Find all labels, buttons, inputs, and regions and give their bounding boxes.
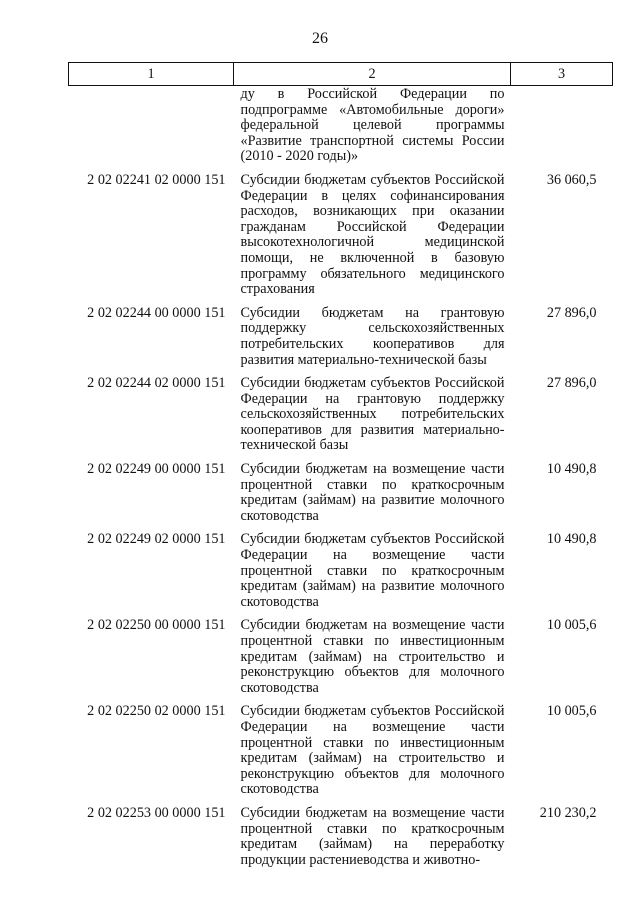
row-amount: 10 490,8: [546, 461, 597, 478]
table-row: [69, 532, 613, 618]
column-header-code: 1: [69, 63, 234, 86]
row-amount: 10 005,6: [546, 617, 597, 634]
row-code: 2 02 02244 00 0000 151: [87, 304, 226, 321]
row-description: Субсидии бюджетам субъектов Российской Федерации на возмещение части процентной ставки по краткосрочным кредитам (займам) на развитие молочного скотоводства: [240, 531, 505, 610]
row-amount: 210 230,2: [539, 804, 597, 821]
row-code: 2 02 02249 00 0000 151: [87, 461, 226, 478]
table-row: [69, 704, 613, 806]
row-description: Субсидии бюджетам на возмещение части процентной ставки по инвестиционным кредитам (займам) на строительство и реконструкцию объектов для молочного скотоводства: [240, 617, 505, 696]
row-description: ду в Российской Федерации по подпрограмме «Автомобильные дороги» федеральной целевой программы «Развитие транспортной системы России (2010 - 2020 годы)»: [240, 86, 505, 165]
row-amount: 36 060,5: [546, 171, 597, 188]
row-description: Субсидии бюджетам на грантовую поддержку сельскохозяйственных потребительских кооперативов для развития материально-технической базы: [240, 304, 505, 368]
row-amount: [511, 86, 613, 173]
row-code: 2 02 02253 00 0000 151: [87, 804, 226, 821]
table-body: [69, 86, 613, 877]
row-code: 2 02 02250 02 0000 151: [87, 703, 226, 720]
row-amount: 10 490,8: [546, 531, 597, 548]
table-row: [69, 173, 613, 306]
table-row: [69, 376, 613, 462]
budget-table: [68, 62, 613, 876]
row-code: 2 02 02244 02 0000 151: [87, 375, 226, 392]
row-amount: 27 896,0: [546, 304, 597, 321]
column-header-description: 2: [234, 63, 511, 86]
table-row: [69, 306, 613, 376]
column-header-amount: 3: [511, 63, 613, 86]
row-description: Субсидии бюджетам субъектов Российской Федерации на возмещение части процентной ставки по инвестиционным кредитам (займам) на строительство и реконструкцию объектов для молочного скотоводства: [240, 703, 505, 798]
row-amount: 27 896,0: [546, 375, 597, 392]
page-number: 26: [312, 30, 328, 47]
row-description: Субсидии бюджетам субъектов Российской Федерации в целях софинансирования расходов, возникающих при оказании гражданам Российской Федерации высокотехнологичной медицинской помощи, не включенной в базовую программу обязательного медицинского страхования: [240, 171, 505, 298]
table-row: [69, 618, 613, 704]
table-row: [69, 462, 613, 532]
row-code: [69, 86, 234, 173]
header-row: [69, 63, 613, 86]
table-row: [69, 806, 613, 876]
row-code: 2 02 02241 02 0000 151: [87, 171, 226, 188]
table-header: [69, 63, 613, 86]
table-row: [69, 86, 613, 173]
row-description: Субсидии бюджетам на возмещение части процентной ставки по краткосрочным кредитам (займам) на переработку продукции растениеводства и животно-: [240, 804, 505, 868]
row-amount: 10 005,6: [546, 703, 597, 720]
row-code: 2 02 02250 00 0000 151: [87, 617, 226, 634]
row-description: Субсидии бюджетам субъектов Российской Федерации на грантовую поддержку сельскохозяйственных потребительских кооперативов для развития материально-технической базы: [240, 375, 505, 454]
row-description: Субсидии бюджетам на возмещение части процентной ставки по краткосрочным кредитам (займам) на развитие молочного скотоводства: [240, 461, 505, 524]
row-code: 2 02 02249 02 0000 151: [87, 531, 226, 548]
